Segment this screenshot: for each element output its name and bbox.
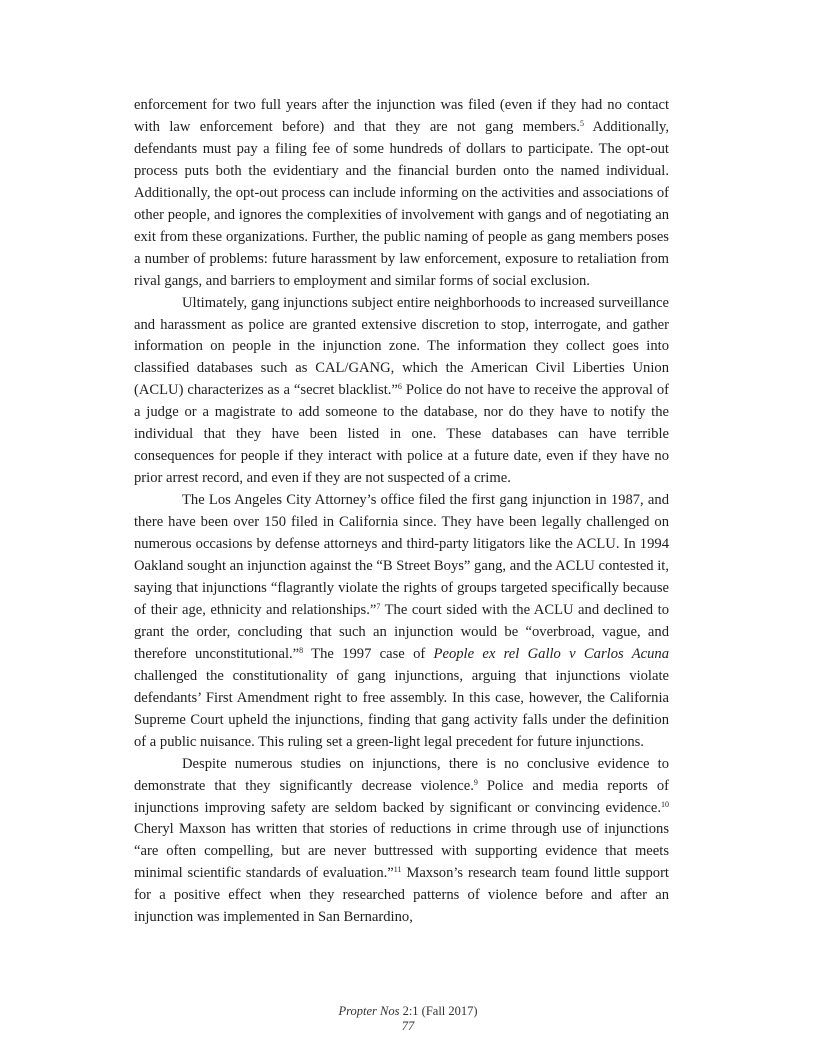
text-run: The 1997 case of <box>303 645 434 662</box>
case-name: People ex rel Gallo v Carlos Acuna <box>433 645 669 662</box>
text-run: Police and media reports of injunctions improving safety are seldom backed by significant or convincing evidence. <box>134 777 669 816</box>
paragraph-surveillance <box>134 293 669 491</box>
text-run: Ultimately, gang injunctions subject entire neighborhoods to increased surveillance and harassment as police are granted extensive discretion to stop, interrogate, and gather information on people in the injunction zone. The information they collect goes into classified databases such as CAL/GANG, which the American Civil Liberties Union (ACLU) characterizes as a “secret blacklist.” <box>134 294 669 399</box>
footnote-marker: 9 <box>473 777 478 787</box>
footnote-marker: 5 <box>579 118 584 128</box>
page-number: 77 <box>401 1019 415 1033</box>
journal-title: Propter Nos <box>338 1004 400 1018</box>
footnote-marker: 10 <box>661 799 669 809</box>
text-run: Additionally, defendants must pay a filing fee of some hundreds of dollars to participate. The opt-out process puts both the evidentiary and the financial burden onto the named individual. Additionally, the opt-out process can include informing on the activities and associations of other people, and ignores the complexities of involvement with gangs and of negotiating an exit from these organizations. Further, the public naming of people as gang members poses a number of problems: future harassment by law enforcement, exposure to retaliation from rival gangs, and barriers to employment and similar forms of social exclusion. <box>134 118 670 289</box>
paragraph-opt-out <box>134 95 669 293</box>
text-run: Cheryl Maxson has written that stories of reductions in crime through use of injunctions “are often compelling, but are never buttressed with supporting evidence that meets minimal scientific standards of evaluation.” <box>134 821 669 882</box>
footnote-marker: 8 <box>299 645 304 655</box>
footnote-marker: 11 <box>393 865 402 875</box>
text-run: Police do not have to receive the approval of a judge or a magistrate to add someone to the database, nor do they have to notify the individual that they have been listed in one. These databases can have terrible consequences for people if they interact with police at a future date, even if they have no prior arrest record, and even if they are not suspected of a crime. <box>134 382 670 487</box>
footer-citation <box>0 1004 816 1019</box>
footnote-marker: 7 <box>376 601 381 611</box>
paragraph-legal-history <box>134 490 669 753</box>
text-run: challenged the constitutionality of gang injunctions, arguing that injunctions violate defendants’ First Amendment right to free assembly. In this case, however, the California Supreme Court upheld the injunctions, finding that gang activity falls under the definition of a public nuisance. This ruling set a green-light legal precedent for future injunctions. <box>134 667 669 750</box>
footnote-marker: 6 <box>397 382 402 392</box>
paragraph-effectiveness <box>134 754 669 930</box>
page-footer <box>0 1004 816 1034</box>
text-run: The court sided with the ACLU and declined to grant the order, concluding that such an injunction would be “overbroad, vague, and therefore unconstitutional.” <box>134 601 669 662</box>
text-run: enforcement for two full years after the injunction was filed (even if they had no contact with law enforcement before) and that they are not gang members. <box>134 97 669 135</box>
journal-issue: 2:1 (Fall 2017) <box>399 1004 478 1018</box>
text-run: Maxson’s research team found little support for a positive effect when they researched patterns of violence before and after an injunction was implemented in San Bernardino, <box>134 865 669 926</box>
text-run: Despite numerous studies on injunctions, there is no conclusive evidence to demonstrate that they significantly decrease violence. <box>134 755 669 794</box>
text-run: The Los Angeles City Attorney’s office filed the first gang injunction in 1987, and there have been over 150 filed in California since. They have been legally challenged on numerous occasions by defense attorneys and third-party litigators like the ACLU. In 1994 Oakland sought an injunction against the “B Street Boys” gang, and the ACLU contested it, saying that injunctions “flagrantly violate the rights of groups targeted specifically because of their age, ethnicity and relationships.” <box>134 492 670 618</box>
document-body <box>134 95 669 929</box>
